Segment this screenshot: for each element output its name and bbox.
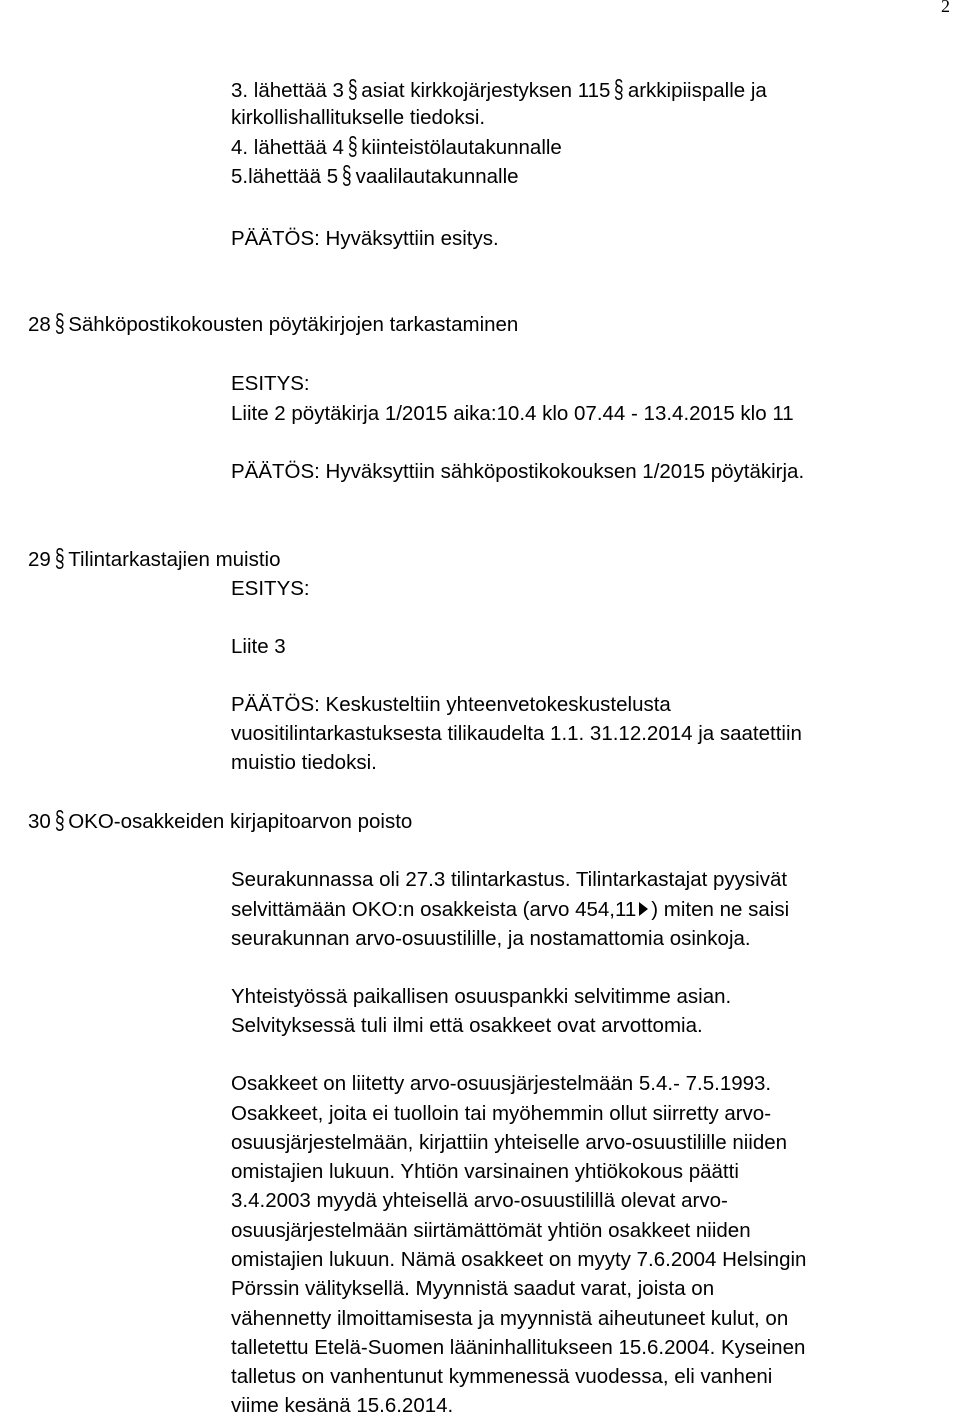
section-28-title: Sähköpostikokousten pöytäkirjojen tarkastaminen	[68, 313, 519, 336]
euro-sign-icon	[637, 900, 650, 918]
section-sign: §	[347, 132, 358, 162]
item-3-line-2: kirkollishallitukselle tiedoksi.	[231, 106, 486, 129]
section-30-paragraph-line: osuusjärjestelmään siirtämättömät yhtiön osakkeet niiden	[231, 1219, 751, 1242]
section-sign: §	[54, 806, 65, 836]
section-30-paragraph-line: Selvityksessä tuli ilmi että osakkeet ovat arvottomia.	[231, 1014, 703, 1037]
section-30-paragraph-line: Osakkeet on liitetty arvo-osuusjärjestelmään 5.4.- 7.5.1993.	[231, 1072, 772, 1095]
section-29-decision-line: muistio tiedoksi.	[231, 751, 377, 774]
section-30-number: 30	[28, 810, 51, 833]
section-29-decision-line: vuositilintarkastuksesta tilikaudelta 1.1. 31.12.2014 ja saatettiin	[231, 722, 802, 745]
section-29-number: 29	[28, 548, 51, 571]
item-3-text: asiat kirkkojärjestyksen 115	[361, 79, 611, 102]
section-30-paragraph-line: Yhteistyössä paikallisen osuuspankki selvitimme asian.	[231, 985, 732, 1008]
section-30-paragraph-line: omistajien lukuun. Yhtiön varsinainen yhtiökokous päätti	[231, 1160, 739, 1183]
item-3-tail: arkkipiispalle ja	[627, 79, 767, 102]
item-3-number: 3. lähettää 3	[231, 79, 344, 102]
item-5	[231, 163, 519, 191]
section-30-paragraph-line: osuusjärjestelmään, kirjattiin yhteiselle arvo-osuustilille niiden	[231, 1131, 788, 1154]
item-3-line-1	[231, 77, 767, 105]
section-28-number: 28	[28, 313, 51, 336]
items-decision: PÄÄTÖS: Hyväksyttiin esitys.	[231, 227, 499, 250]
section-28-proposal-label: ESITYS:	[231, 372, 310, 395]
section-sign: §	[347, 75, 358, 105]
section-28-attachment: Liite 2 pöytäkirja 1/2015 aika:10.4 klo 07.44 - 13.4.2015 klo 11	[231, 402, 794, 425]
section-30-paragraph-line: talletettu Etelä-Suomen lääninhallitukseen 15.6.2004. Kyseinen	[231, 1336, 806, 1359]
section-30-paragraph-line: selvittämään OKO:n osakkeista (arvo 454,11 ) miten ne saisi	[231, 898, 790, 921]
section-29-heading	[28, 546, 281, 574]
section-29-decision-line: PÄÄTÖS: Keskusteltiin yhteenvetokeskustelusta	[231, 693, 671, 716]
section-30-paragraph-line: seurakunnan arvo-osuustilille, ja nostamattomia osinkoja.	[231, 927, 751, 950]
section-28-decision: PÄÄTÖS: Hyväksyttiin sähköpostikokouksen 1/2015 pöytäkirja.	[231, 460, 805, 483]
item-5-text: vaalilautakunnalle	[355, 165, 519, 188]
item-4	[231, 134, 562, 162]
item-4-number: 4. lähettää 4	[231, 136, 344, 159]
section-30-paragraph-line: viime kesänä 15.6.2014.	[231, 1394, 454, 1417]
section-29-proposal-label: ESITYS:	[231, 577, 310, 600]
section-30-heading	[28, 808, 412, 836]
page-number: 2	[941, 0, 950, 16]
section-30-paragraph-line: Pörssin välityksellä. Myynnistä saadut varat, joista on	[231, 1277, 715, 1300]
item-5-number: 5.lähettää 5	[231, 165, 339, 188]
section-28-heading	[28, 311, 518, 339]
section-30-paragraph-line: omistajien lukuun. Nämä osakkeet on myyty 7.6.2004 Helsingin	[231, 1248, 807, 1271]
section-30-title: OKO-osakkeiden kirjapitoarvon poisto	[68, 810, 413, 833]
section-sign: §	[614, 75, 624, 105]
section-sign: §	[54, 544, 65, 574]
section-30-paragraph-line: Seurakunnassa oli 27.3 tilintarkastus. Tilintarkastajat pyysivät	[231, 868, 788, 891]
section-30-paragraph-line: vähennetty ilmoittamisesta ja myynnistä aiheutuneet kulut, on	[231, 1307, 789, 1330]
item-4-text: kiinteistölautakunnalle	[361, 136, 562, 159]
section-29-title: Tilintarkastajien muistio	[68, 548, 281, 571]
section-sign: §	[54, 309, 65, 339]
section-30-paragraph-line: Osakkeet, joita ei tuolloin tai myöhemmin ollut siirretty arvo-	[231, 1102, 772, 1125]
section-29-attachment: Liite 3	[231, 635, 286, 658]
section-30-paragraph-line: talletus on vanhentunut kymmenessä vuodessa, eli vanheni	[231, 1365, 773, 1388]
section-sign: §	[342, 161, 352, 191]
section-30-paragraph-line: 3.4.2003 myydä yhteisellä arvo-osuustilillä olevat arvo-	[231, 1189, 728, 1212]
